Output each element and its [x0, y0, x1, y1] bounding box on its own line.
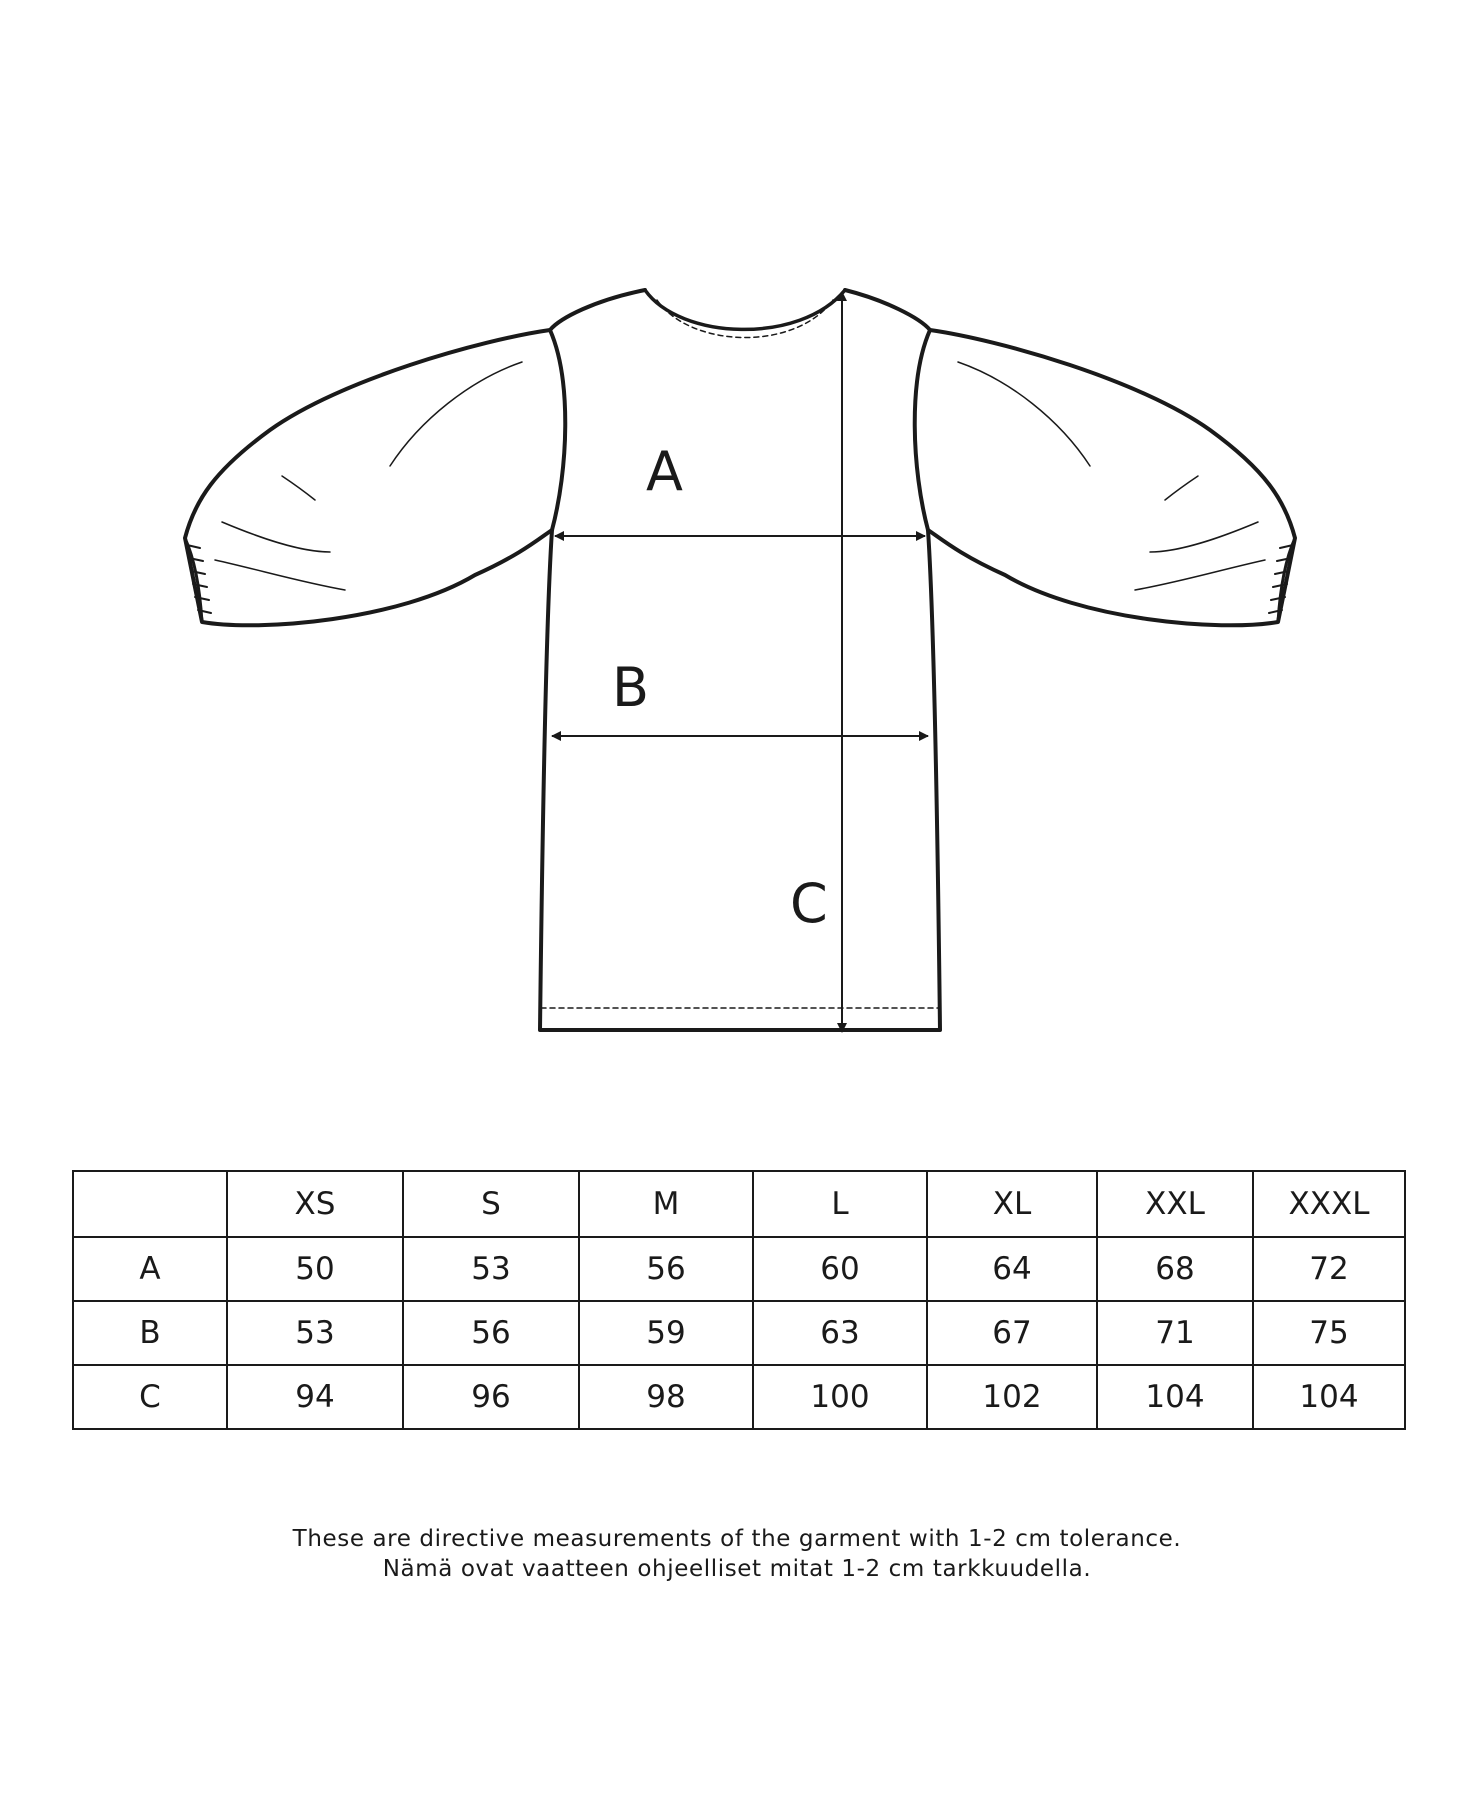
size-header-cell: M — [579, 1171, 753, 1237]
table-row — [73, 1301, 1405, 1365]
measurement-value-cell: 94 — [227, 1365, 403, 1429]
label-a: A — [646, 440, 683, 503]
measurement-value-cell: 72 — [1253, 1237, 1405, 1301]
measurement-label-cell: C — [73, 1365, 227, 1429]
measurement-value-cell: 53 — [227, 1301, 403, 1365]
table-row — [73, 1365, 1405, 1429]
measurement-value-cell: 64 — [927, 1237, 1097, 1301]
label-c: C — [790, 872, 828, 935]
garment-outline — [185, 290, 1295, 1030]
measurement-value-cell: 56 — [403, 1301, 579, 1365]
size-table — [72, 1170, 1406, 1430]
footnote — [0, 1524, 1474, 1584]
size-table-body — [73, 1171, 1405, 1429]
measurement-value-cell: 98 — [579, 1365, 753, 1429]
size-header-cell: XXL — [1097, 1171, 1253, 1237]
measurement-value-cell: 63 — [753, 1301, 927, 1365]
measurement-value-cell: 75 — [1253, 1301, 1405, 1365]
measurement-value-cell: 100 — [753, 1365, 927, 1429]
footnote-finnish: Nämä ovat vaatteen ohjeelliset mitat 1-2 cm tarkkuudella. — [382, 1556, 1092, 1582]
measurement-label-cell: A — [73, 1237, 227, 1301]
footnote-english: These are directive measurements of the garment with 1-2 cm tolerance. — [292, 1526, 1182, 1552]
measurement-value-cell: 104 — [1097, 1365, 1253, 1429]
measurement-value-cell: 102 — [927, 1365, 1097, 1429]
measurement-value-cell: 60 — [753, 1237, 927, 1301]
measurement-value-cell: 68 — [1097, 1237, 1253, 1301]
table-row — [73, 1237, 1405, 1301]
measurement-value-cell: 56 — [579, 1237, 753, 1301]
measurement-value-cell: 53 — [403, 1237, 579, 1301]
measurement-label-cell: B — [73, 1301, 227, 1365]
size-header-cell: XS — [227, 1171, 403, 1237]
size-header-cell: L — [753, 1171, 927, 1237]
measurement-value-cell: 50 — [227, 1237, 403, 1301]
table-corner-cell — [73, 1171, 227, 1237]
measurement-value-cell: 71 — [1097, 1301, 1253, 1365]
size-header-cell: S — [403, 1171, 579, 1237]
size-header-cell: XL — [927, 1171, 1097, 1237]
size-header-cell: XXXL — [1253, 1171, 1405, 1237]
measurement-value-cell: 96 — [403, 1365, 579, 1429]
measurement-value-cell: 59 — [579, 1301, 753, 1365]
label-b: B — [612, 656, 650, 719]
table-header-row — [73, 1171, 1405, 1237]
measurement-value-cell: 104 — [1253, 1365, 1405, 1429]
measurement-arrows — [552, 292, 928, 1032]
measurement-value-cell: 67 — [927, 1301, 1097, 1365]
